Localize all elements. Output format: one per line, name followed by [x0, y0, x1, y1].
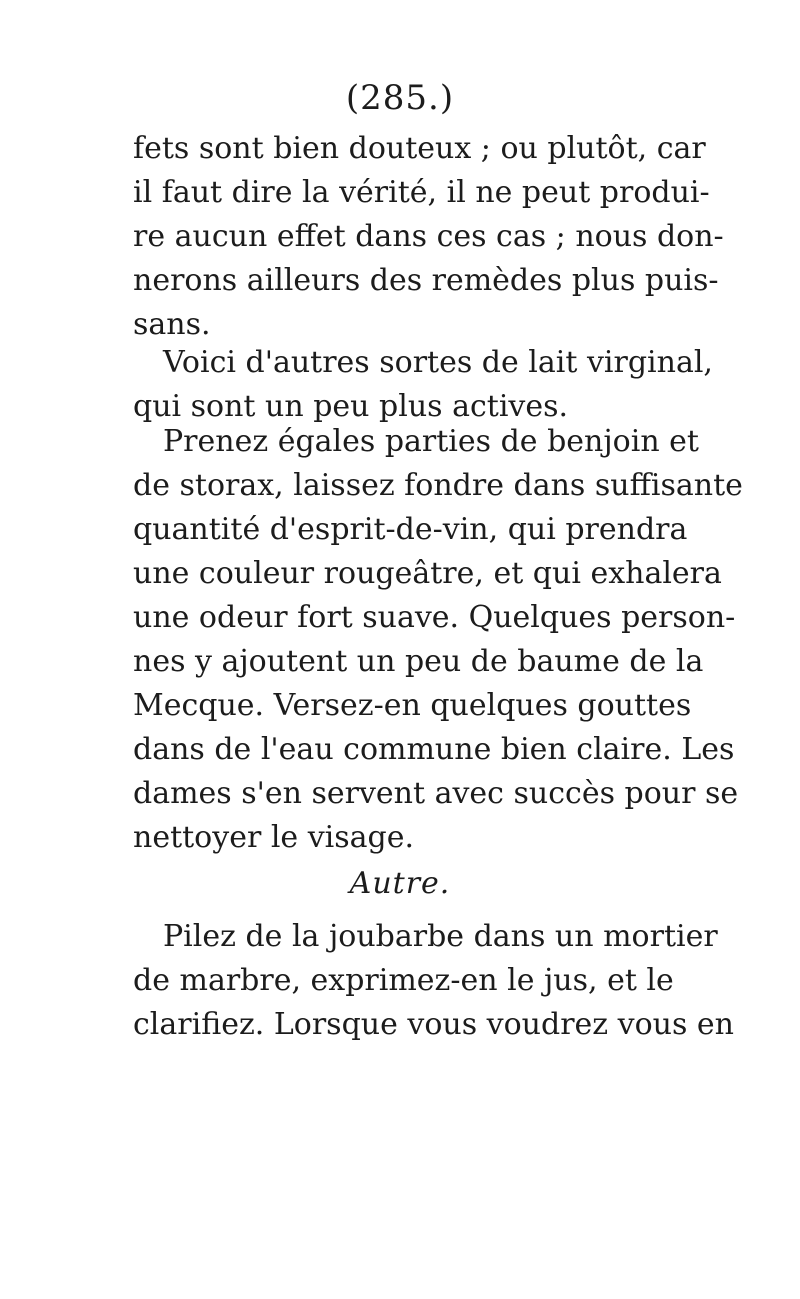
text-line: sans. [133, 307, 211, 342]
text-line: re aucun effet dans ces cas ; nous don- [133, 219, 724, 254]
section-subheading: Autre. [349, 866, 451, 901]
text-line: Pilez de la joubarbe dans un mortier [163, 919, 718, 954]
paragraph-joubarbe [133, 915, 734, 1047]
text-line: nes y ajoutent un peu de baume de la [133, 644, 704, 679]
text-line: Mecque. Versez-en quelques gouttes [133, 688, 692, 723]
paragraph-lait-virginal [133, 341, 713, 429]
text-line: quantité d'esprit-de-vin, qui prendra [133, 512, 688, 547]
paragraph-recipe [133, 420, 743, 860]
text-line: une couleur rougeâtre, et qui exhalera [133, 556, 722, 591]
text-line: nerons ailleurs des remèdes plus puis- [133, 263, 719, 298]
page-number: (285.) [345, 78, 455, 118]
text-line: de marbre, exprimez-en le jus, et le [133, 963, 674, 998]
text-line: clarifiez. Lorsque vous voudrez vous en [133, 1007, 734, 1042]
text-line: fets sont bien douteux ; ou plutôt, car [133, 131, 706, 166]
text-line: qui sont un peu plus actives. [133, 389, 569, 424]
text-line: une odeur fort suave. Quelques person- [133, 600, 736, 635]
text-line: Voici d'autres sortes de lait virginal, [163, 345, 713, 380]
text-line: Prenez égales parties de benjoin et [163, 424, 699, 459]
text-line: il faut dire la vérité, il ne peut produi- [133, 175, 710, 210]
text-line: nettoyer le visage. [133, 820, 415, 855]
text-line: de storax, laissez fondre dans suffisante [133, 468, 743, 503]
paragraph-continued [133, 127, 724, 347]
text-line: dames s'en servent avec succès pour se [133, 776, 739, 811]
text-line: dans de l'eau commune bien claire. Les [133, 732, 735, 767]
